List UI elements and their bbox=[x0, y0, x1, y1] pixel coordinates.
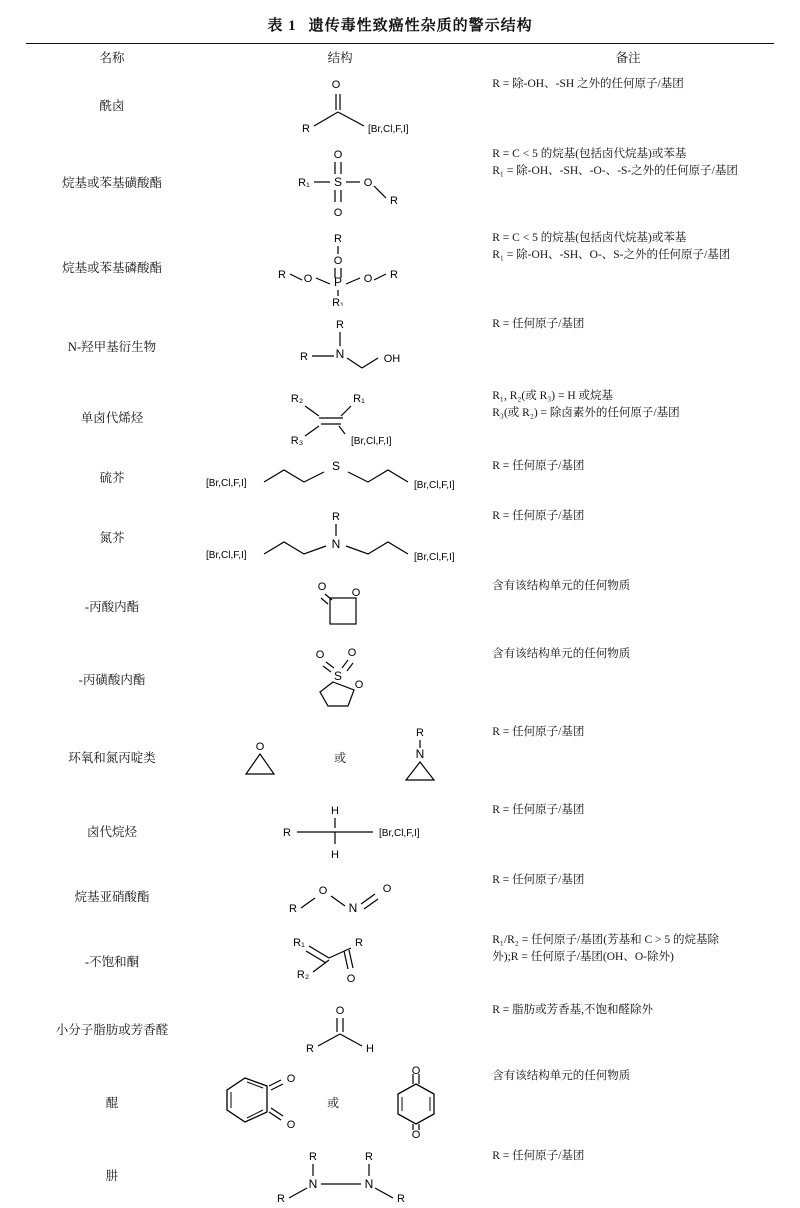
svg-text:O: O bbox=[303, 273, 313, 285]
svg-text:O: O bbox=[363, 177, 373, 189]
row-name: N-羟甲基衍生物 bbox=[67, 340, 157, 354]
header-name: 名称 bbox=[99, 51, 125, 65]
row-note bbox=[482, 1062, 774, 1142]
row-structure bbox=[198, 452, 482, 502]
header-structure: 结构 bbox=[327, 51, 353, 65]
table-row bbox=[26, 718, 774, 796]
note-line: R₃(或 R₂) = 除卤素外的任何原子/基团 bbox=[492, 407, 680, 420]
svg-text:R: R bbox=[306, 1043, 315, 1055]
svg-text:R₁: R₁ bbox=[293, 937, 305, 949]
svg-text:[Br,Cl,F,I]: [Br,Cl,F,I] bbox=[206, 478, 247, 489]
row-structure bbox=[198, 1062, 482, 1142]
svg-text:R₁: R₁ bbox=[353, 393, 365, 405]
svg-text:R₃: R₃ bbox=[290, 435, 304, 447]
svg-text:N: N bbox=[415, 747, 425, 761]
svg-text:[Br,Cl,F,I]: [Br,Cl,F,I] bbox=[414, 480, 455, 491]
svg-text:R₁: R₁ bbox=[332, 297, 344, 306]
row-note bbox=[482, 796, 774, 866]
row-name: -不饱和酮 bbox=[84, 955, 140, 969]
row-note bbox=[482, 1142, 774, 1208]
row-name: 氮芥 bbox=[99, 531, 125, 545]
row-name: -丙磺酸内酯 bbox=[78, 673, 146, 687]
table-row bbox=[26, 382, 774, 452]
table-row bbox=[26, 452, 774, 502]
note-line: R₁/R₂ = 任何原子/基团(芳基和 C > 5 的烷基除 bbox=[492, 934, 719, 946]
svg-text:R: R bbox=[390, 269, 399, 281]
row-structure bbox=[198, 140, 482, 224]
structure-unsaturated-ketone bbox=[235, 930, 445, 992]
note-line: R = 任何原子/基团 bbox=[492, 460, 585, 472]
row-note bbox=[482, 866, 774, 926]
svg-text:O: O bbox=[317, 581, 327, 593]
svg-text:O: O bbox=[346, 973, 356, 985]
svg-text:O: O bbox=[331, 79, 341, 91]
note-line: R = 除-OH、-SH 之外的任何原子/基团 bbox=[492, 78, 684, 90]
note-line: R = 任何原子/基团 bbox=[492, 726, 585, 738]
svg-text:R: R bbox=[336, 319, 345, 331]
row-structure bbox=[198, 926, 482, 996]
svg-text:O: O bbox=[315, 649, 325, 661]
table-header-row bbox=[26, 44, 774, 70]
svg-text:R: R bbox=[302, 123, 311, 135]
svg-text:O: O bbox=[351, 587, 361, 599]
svg-text:R: R bbox=[390, 195, 399, 207]
svg-text:R: R bbox=[277, 1193, 286, 1204]
table-row bbox=[26, 1142, 774, 1208]
table-row bbox=[26, 140, 774, 224]
table-title-text: 遗传毒性致癌性杂质的警示结构 bbox=[308, 18, 533, 34]
svg-text:N: N bbox=[348, 901, 358, 915]
table-row bbox=[26, 70, 774, 140]
table-row bbox=[26, 224, 774, 310]
svg-text:R₂: R₂ bbox=[297, 969, 310, 981]
row-structure bbox=[198, 996, 482, 1062]
svg-text:O: O bbox=[333, 255, 343, 267]
page-title bbox=[26, 14, 774, 35]
svg-text:O: O bbox=[286, 1119, 295, 1131]
svg-text:O: O bbox=[363, 273, 373, 285]
row-note bbox=[482, 718, 774, 796]
table-row bbox=[26, 866, 774, 926]
svg-text:R: R bbox=[278, 269, 287, 281]
table-row bbox=[26, 996, 774, 1062]
structure-alkyl-nitrite bbox=[235, 870, 445, 922]
svg-text:R: R bbox=[334, 233, 343, 245]
or-label: 或 bbox=[334, 750, 347, 765]
svg-text:R: R bbox=[283, 827, 292, 839]
svg-text:P: P bbox=[334, 275, 343, 289]
note-line: R = 任何原子/基团 bbox=[492, 318, 585, 330]
table-row bbox=[26, 796, 774, 866]
svg-text:O: O bbox=[354, 679, 364, 691]
svg-text:O: O bbox=[347, 647, 357, 659]
svg-text:[Br,Cl,F,I]: [Br,Cl,F,I] bbox=[379, 828, 420, 839]
row-note bbox=[482, 70, 774, 140]
svg-text:O: O bbox=[411, 1129, 420, 1138]
note-line: R = 任何原子/基团 bbox=[492, 804, 585, 816]
row-name: 烷基亚硝酸酯 bbox=[74, 890, 150, 904]
row-note bbox=[482, 926, 774, 996]
svg-text:O: O bbox=[333, 149, 343, 161]
row-structure bbox=[198, 866, 482, 926]
svg-text:O: O bbox=[255, 741, 265, 753]
structure-acyl-halide bbox=[240, 74, 440, 136]
row-structure bbox=[198, 70, 482, 140]
row-structure bbox=[198, 502, 482, 572]
svg-text:[Br,Cl,F,I]: [Br,Cl,F,I] bbox=[414, 552, 455, 563]
row-note bbox=[482, 572, 774, 640]
svg-text:R: R bbox=[332, 511, 341, 523]
structure-n-hydroxymethyl bbox=[240, 314, 440, 378]
row-name: 醌 bbox=[105, 1096, 119, 1110]
structure-pair bbox=[198, 722, 482, 792]
table-row bbox=[26, 926, 774, 996]
row-note bbox=[482, 140, 774, 224]
structure-sulfur-mustard bbox=[200, 456, 480, 498]
table-row bbox=[26, 572, 774, 640]
row-structure bbox=[198, 718, 482, 796]
svg-text:N: N bbox=[331, 537, 341, 551]
note-line: 外);R = 任何原子/基团(OH、O-除外) bbox=[492, 951, 674, 964]
row-structure bbox=[198, 796, 482, 866]
row-name: 环氧和氮丙啶类 bbox=[68, 751, 156, 765]
structure-aziridine bbox=[384, 722, 454, 792]
svg-text:O: O bbox=[333, 207, 343, 219]
note-line: R = 任何原子/基团 bbox=[492, 510, 585, 522]
structure-nitrogen-mustard bbox=[200, 506, 480, 568]
row-structure bbox=[198, 224, 482, 310]
row-name: 卤代烷烃 bbox=[87, 825, 138, 839]
row-name: 小分子脂肪或芳香醛 bbox=[55, 1023, 169, 1037]
structure-sulfonate bbox=[240, 144, 440, 220]
svg-text:H: H bbox=[366, 1043, 375, 1055]
svg-text:[Br,Cl,F,I]: [Br,Cl,F,I] bbox=[368, 124, 409, 135]
note-line: 含有该结构单元的任何物质 bbox=[492, 1070, 631, 1082]
svg-text:R: R bbox=[416, 727, 425, 739]
svg-text:O: O bbox=[335, 1005, 345, 1017]
note-line: R₁, R₂(或 R₃) = H 或烷基 bbox=[492, 390, 614, 402]
svg-text:R: R bbox=[300, 351, 309, 363]
svg-text:H: H bbox=[331, 805, 340, 817]
svg-text:[Br,Cl,F,I]: [Br,Cl,F,I] bbox=[351, 436, 392, 447]
svg-text:OH: OH bbox=[383, 353, 401, 365]
structure-monohaloalkene bbox=[235, 386, 445, 448]
row-name: 烷基或苯基磷酸酯 bbox=[62, 261, 163, 275]
svg-text:R: R bbox=[365, 1151, 374, 1163]
row-structure bbox=[198, 640, 482, 718]
structure-epoxide bbox=[226, 722, 296, 792]
header-note: 备注 bbox=[615, 51, 641, 65]
svg-text:O: O bbox=[411, 1066, 420, 1077]
svg-text:N: N bbox=[308, 1177, 318, 1191]
note-line: R = C < 5 的烷基(包括卤代烷基)或苯基 bbox=[492, 148, 687, 160]
svg-text:O: O bbox=[318, 885, 328, 897]
structure-pair bbox=[198, 1066, 482, 1138]
row-note bbox=[482, 640, 774, 718]
row-name: 烷基或苯基磺酸酯 bbox=[62, 176, 163, 190]
structure-propane-sultone bbox=[240, 644, 440, 714]
row-note bbox=[482, 996, 774, 1062]
or-label: 或 bbox=[327, 1095, 340, 1110]
note-line: R₁ = 除-OH、-SH、O-、S-之外的任何原子/基团 bbox=[492, 249, 731, 262]
table-row bbox=[26, 1062, 774, 1142]
svg-text:S: S bbox=[334, 669, 343, 683]
row-name: 单卤代烯烃 bbox=[80, 411, 144, 425]
row-note bbox=[482, 224, 774, 310]
svg-text:R: R bbox=[309, 1151, 318, 1163]
svg-text:S: S bbox=[332, 459, 341, 473]
structure-hydrazine bbox=[235, 1146, 445, 1204]
note-line: 含有该结构单元的任何物质 bbox=[492, 648, 631, 660]
svg-text:R₁: R₁ bbox=[298, 177, 310, 189]
svg-text:O: O bbox=[286, 1073, 295, 1085]
structure-phosphate bbox=[240, 228, 440, 306]
row-note bbox=[482, 452, 774, 502]
structure-haloalkane bbox=[235, 800, 445, 862]
note-line: R = C < 5 的烷基(包括卤代烷基)或苯基 bbox=[492, 232, 687, 244]
note-line: R = 任何原子/基团 bbox=[492, 874, 585, 886]
table-row bbox=[26, 640, 774, 718]
note-line: R = 任何原子/基团 bbox=[492, 1150, 585, 1162]
note-line: R = 脂肪或芳香基,不饱和醛除外 bbox=[492, 1004, 654, 1016]
structure-aldehyde bbox=[240, 1000, 440, 1058]
table-number: 表 1 bbox=[267, 18, 297, 34]
row-structure bbox=[198, 310, 482, 382]
svg-text:R: R bbox=[397, 1193, 406, 1204]
row-note bbox=[482, 382, 774, 452]
row-structure bbox=[198, 382, 482, 452]
row-name: 硫芥 bbox=[99, 471, 125, 485]
svg-text:O: O bbox=[382, 883, 392, 895]
table-row bbox=[26, 502, 774, 572]
svg-text:S: S bbox=[334, 175, 343, 189]
note-line: R₁ = 除-OH、-SH、-O-、-S-之外的任何原子/基团 bbox=[492, 165, 738, 178]
svg-text:[Br,Cl,F,I]: [Br,Cl,F,I] bbox=[206, 550, 247, 561]
svg-text:N: N bbox=[335, 347, 345, 361]
svg-text:R₂: R₂ bbox=[291, 393, 304, 405]
row-note bbox=[482, 310, 774, 382]
row-note bbox=[482, 502, 774, 572]
row-name: 酰卤 bbox=[99, 99, 125, 113]
structure-ortho-quinone bbox=[215, 1066, 301, 1138]
structure-propiolactone bbox=[240, 576, 440, 636]
row-structure bbox=[198, 1142, 482, 1208]
warning-structure-table bbox=[26, 44, 774, 1208]
svg-text:N: N bbox=[364, 1177, 374, 1191]
row-name: -丙酸内酯 bbox=[84, 600, 140, 614]
svg-text:R: R bbox=[289, 903, 298, 915]
svg-text:R: R bbox=[355, 937, 364, 949]
structure-para-quinone bbox=[366, 1066, 466, 1138]
row-structure bbox=[198, 572, 482, 640]
svg-text:H: H bbox=[331, 849, 340, 861]
note-line: 含有该结构单元的任何物质 bbox=[492, 580, 631, 592]
table-row bbox=[26, 310, 774, 382]
row-name: 肼 bbox=[105, 1169, 119, 1183]
